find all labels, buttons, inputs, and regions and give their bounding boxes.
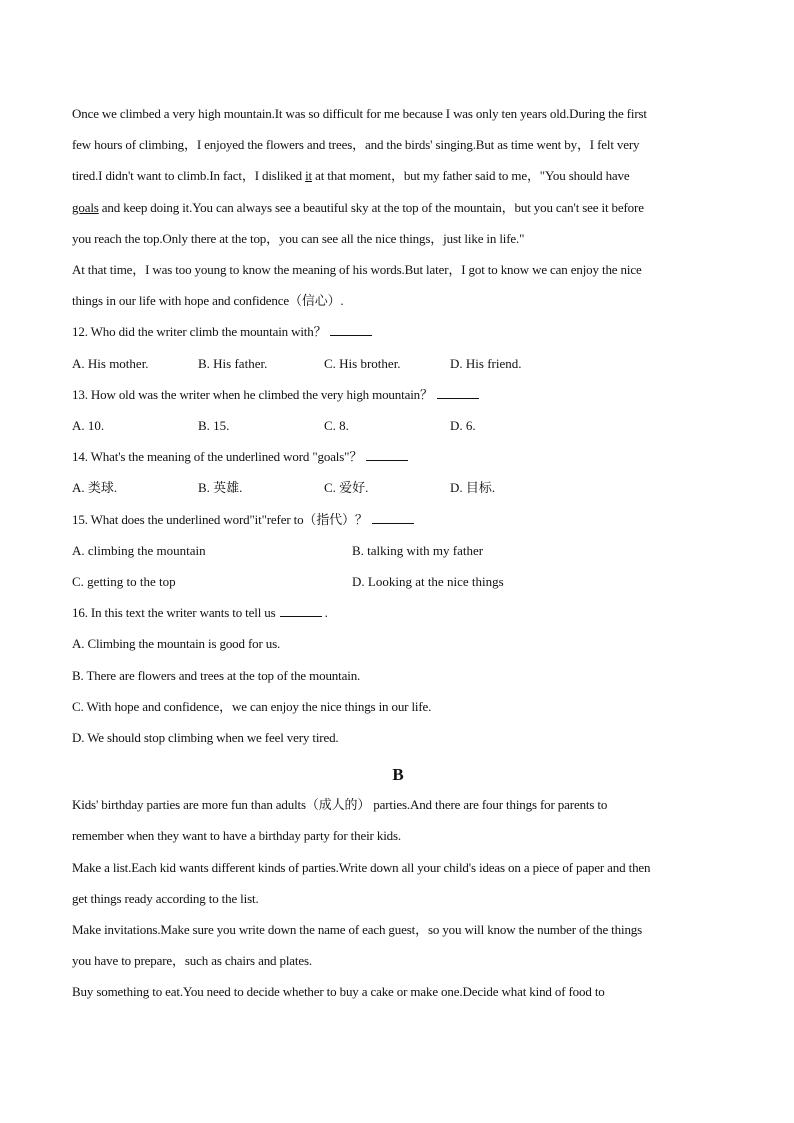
- options-row: [72, 535, 724, 566]
- option-c[interactable]: C. His brother.: [324, 355, 401, 371]
- text-run: tired.I didn't want to climb.In fact，I disliked: [72, 168, 306, 184]
- passage-line: Make a list.Each kid wants different kinds of parties.Write down all your child's ideas on a piece of paper and then: [72, 859, 651, 875]
- underlined-word-it: it: [305, 168, 312, 184]
- question-14: [72, 441, 724, 503]
- passage-line: you have to prepare，such as chairs and plates.: [72, 953, 313, 969]
- answer-blank[interactable]: [330, 323, 372, 336]
- option-d[interactable]: D. 6.: [450, 418, 476, 434]
- option-c[interactable]: C. With hope and confidence，we can enjoy the nice things in our life.: [72, 698, 432, 714]
- question-text: 15. What does the underlined word"it"refer to（指代）？: [72, 511, 368, 527]
- passage-line: [72, 160, 724, 191]
- text-run: at that moment，but my father said to me，"You should have: [312, 168, 630, 184]
- option-c[interactable]: C. 爱好.: [324, 480, 369, 496]
- options-row: [72, 348, 724, 379]
- option-b[interactable]: B. 英雄.: [198, 480, 243, 496]
- passage-line: Make invitations.Make sure you write down the name of each guest，so you will know the number of the things: [72, 922, 643, 938]
- passage-line: few hours of climbing，I enjoyed the flowers and trees，and the birds' singing.But as time went by，I felt very: [72, 137, 640, 153]
- question-stem: [72, 597, 724, 628]
- option-a[interactable]: A. 类球.: [72, 480, 118, 496]
- question-text: 14. What's the meaning of the underlined word "goals"？: [72, 449, 363, 465]
- passage-a: [72, 98, 724, 316]
- answer-blank[interactable]: [280, 604, 322, 617]
- option-d[interactable]: D. Looking at the nice things: [352, 574, 504, 590]
- question-stem: [72, 504, 724, 535]
- question-text: 16. In this text the writer wants to tell us: [72, 605, 276, 621]
- passage-line: remember when they want to have a birthday party for their kids.: [72, 828, 402, 844]
- option-c[interactable]: C. 8.: [324, 418, 349, 434]
- underlined-word-goals: goals: [72, 199, 99, 215]
- option-b[interactable]: B. 15.: [198, 418, 230, 434]
- question-text: 13. How old was the writer when he climbed the very high mountain？: [72, 386, 433, 402]
- option-a[interactable]: A. 10.: [72, 418, 105, 434]
- option-b[interactable]: B. There are flowers and trees at the top of the mountain.: [72, 667, 361, 683]
- question-16: [72, 597, 724, 753]
- section-heading: B: [392, 765, 404, 785]
- option-b[interactable]: B. talking with my father: [352, 542, 484, 558]
- question-text: 12. Who did the writer climb the mountain with？: [72, 324, 327, 340]
- options-row: [72, 472, 724, 503]
- options-row: [72, 410, 724, 441]
- option-a[interactable]: A. climbing the mountain: [72, 542, 206, 558]
- question-text-end: .: [324, 605, 328, 621]
- option-d[interactable]: D. His friend.: [450, 355, 522, 371]
- option-d[interactable]: D. We should stop climbing when we feel very tired.: [72, 730, 339, 746]
- passage-line: you reach the top.Only there at the top，you can see all the nice things，just like in life.": [72, 230, 525, 246]
- passage-line: At that time，I was too young to know the meaning of his words.But later，I got to know we can enjoy the nice: [72, 262, 642, 278]
- question-12: [72, 316, 724, 378]
- answer-blank[interactable]: [366, 448, 408, 461]
- option-d[interactable]: D. 目标.: [450, 480, 496, 496]
- question-15: [72, 504, 724, 598]
- passage-line: [72, 192, 724, 223]
- option-a[interactable]: A. Climbing the mountain is good for us.: [72, 636, 281, 652]
- passage-line: get things ready according to the list.: [72, 890, 259, 906]
- passage-b: [72, 789, 724, 1007]
- document-page: [72, 98, 724, 1008]
- text-run: and keep doing it.You can always see a beautiful sky at the top of the mountain，but you can't see it before: [98, 199, 644, 215]
- passage-line: Kids' birthday parties are more fun than adults（成人的） parties.And there are four things for parents to: [72, 797, 608, 813]
- answer-blank[interactable]: [372, 511, 414, 524]
- options-row: [72, 566, 724, 597]
- option-c[interactable]: C. getting to the top: [72, 574, 176, 590]
- question-stem: [72, 441, 724, 472]
- option-a[interactable]: A. His mother.: [72, 355, 149, 371]
- answer-blank[interactable]: [437, 386, 479, 399]
- question-stem: [72, 379, 724, 410]
- question-stem: [72, 316, 724, 347]
- passage-line: things in our life with hope and confidence（信心）.: [72, 293, 344, 309]
- passage-line: Buy something to eat.You need to decide whether to buy a cake or make one.Decide what kind of food to: [72, 984, 605, 1000]
- option-b[interactable]: B. His father.: [198, 355, 268, 371]
- passage-line: Once we climbed a very high mountain.It was so difficult for me because I was only ten years old.During the first: [72, 106, 647, 121]
- question-13: [72, 379, 724, 441]
